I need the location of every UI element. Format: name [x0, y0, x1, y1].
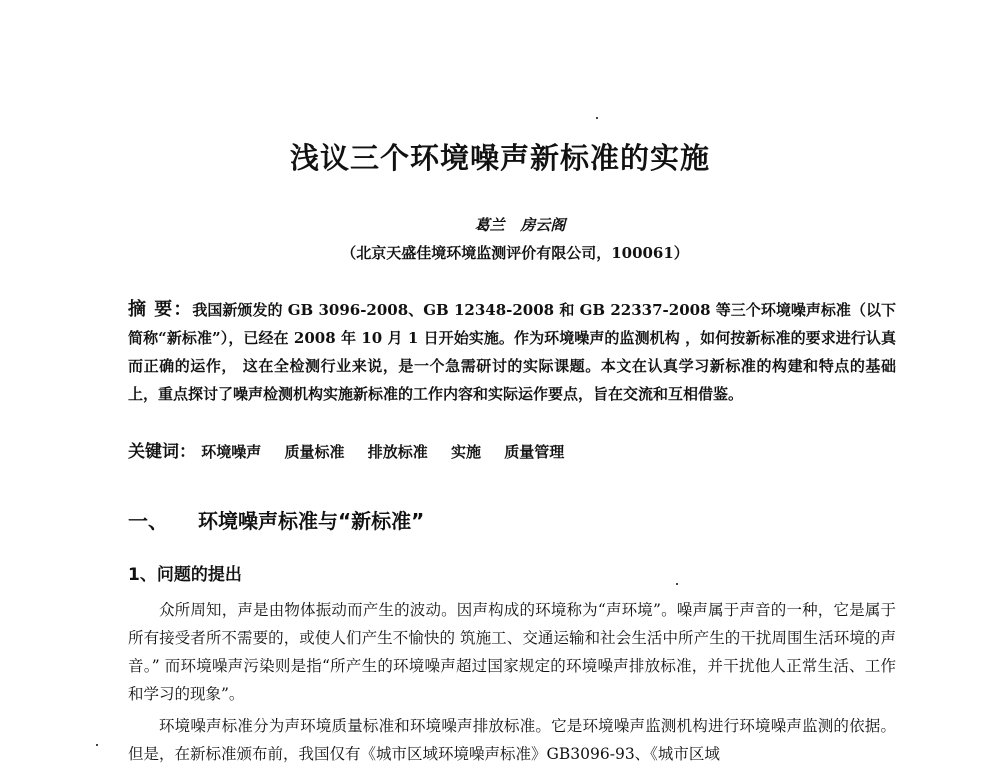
abstract-text: 我国新颁发的 GB 3096-2008、GB 12348-2008 和 GB 22337-2008 等三个环境噪声标准（以下简称“新标准”），已经在 2008 年 10 月 1 日开始实施。作为环境噪声的监测机构 ，如何按新标准的要求进行认真而正确的运作， 这在全检测行业来说，是一个急需研讨的实际课题。本文在认真学习新标准的构建和特点的基础上，重点探讨了噪声检测机构实施新标准的工作内容和实际运作要点，旨在交流和互相借鉴。 [128, 301, 896, 403]
keyword-item: 实施 [450, 443, 481, 461]
paper-title: 浅议三个环境噪声新标准的实施 [289, 141, 710, 175]
section-title: 环境噪声标准与“新标准” [198, 509, 425, 533]
scan-speck [676, 583, 678, 585]
abstract-block [128, 296, 896, 408]
scan-speck [596, 117, 598, 119]
section-number: 一、 [128, 509, 168, 533]
keywords-block [128, 440, 896, 464]
section-heading [128, 505, 424, 534]
scan-speck [96, 744, 98, 746]
paper-affiliation: （北京天盛佳境环境监测评价有限公司，100061） [341, 244, 689, 262]
keyword-item: 质量管理 [504, 443, 565, 461]
keywords-label: 关键词： [128, 442, 196, 462]
paper-authors: 葛兰 房云阁 [474, 216, 566, 234]
keyword-item: 环境噪声 [201, 443, 262, 461]
subsection-heading: 1、问题的提出 [128, 565, 242, 585]
keyword-item: 排放标准 [367, 443, 428, 461]
body-paragraph: 众所周知，声是由物体振动而产生的波动。因声构成的环境称为“声环境”。噪声属于声音的一种，它是属于所有接受者所不需要的，或使人们产生不愉快的 筑施工、交通运输和社会生活中所产生的干扰周围生活环境的声音。” 而环境噪声污染则是指“所产生的环境噪声超过国家规定的环境噪声排放标准，并干扰他人正常生活、工作和学习的现象”。 [128, 601, 896, 703]
body-paragraph: 环境噪声标准分为声环境质量标准和环境噪声排放标准。它是环境噪声监测机构进行环境噪声监测的依据。但是，在新标准颁布前，我国仅有《城市区域环境噪声标准》GB3096-93、《城市区域 [128, 717, 896, 763]
keyword-item: 质量标准 [284, 443, 345, 461]
abstract-label: 摘 要： [128, 299, 193, 320]
